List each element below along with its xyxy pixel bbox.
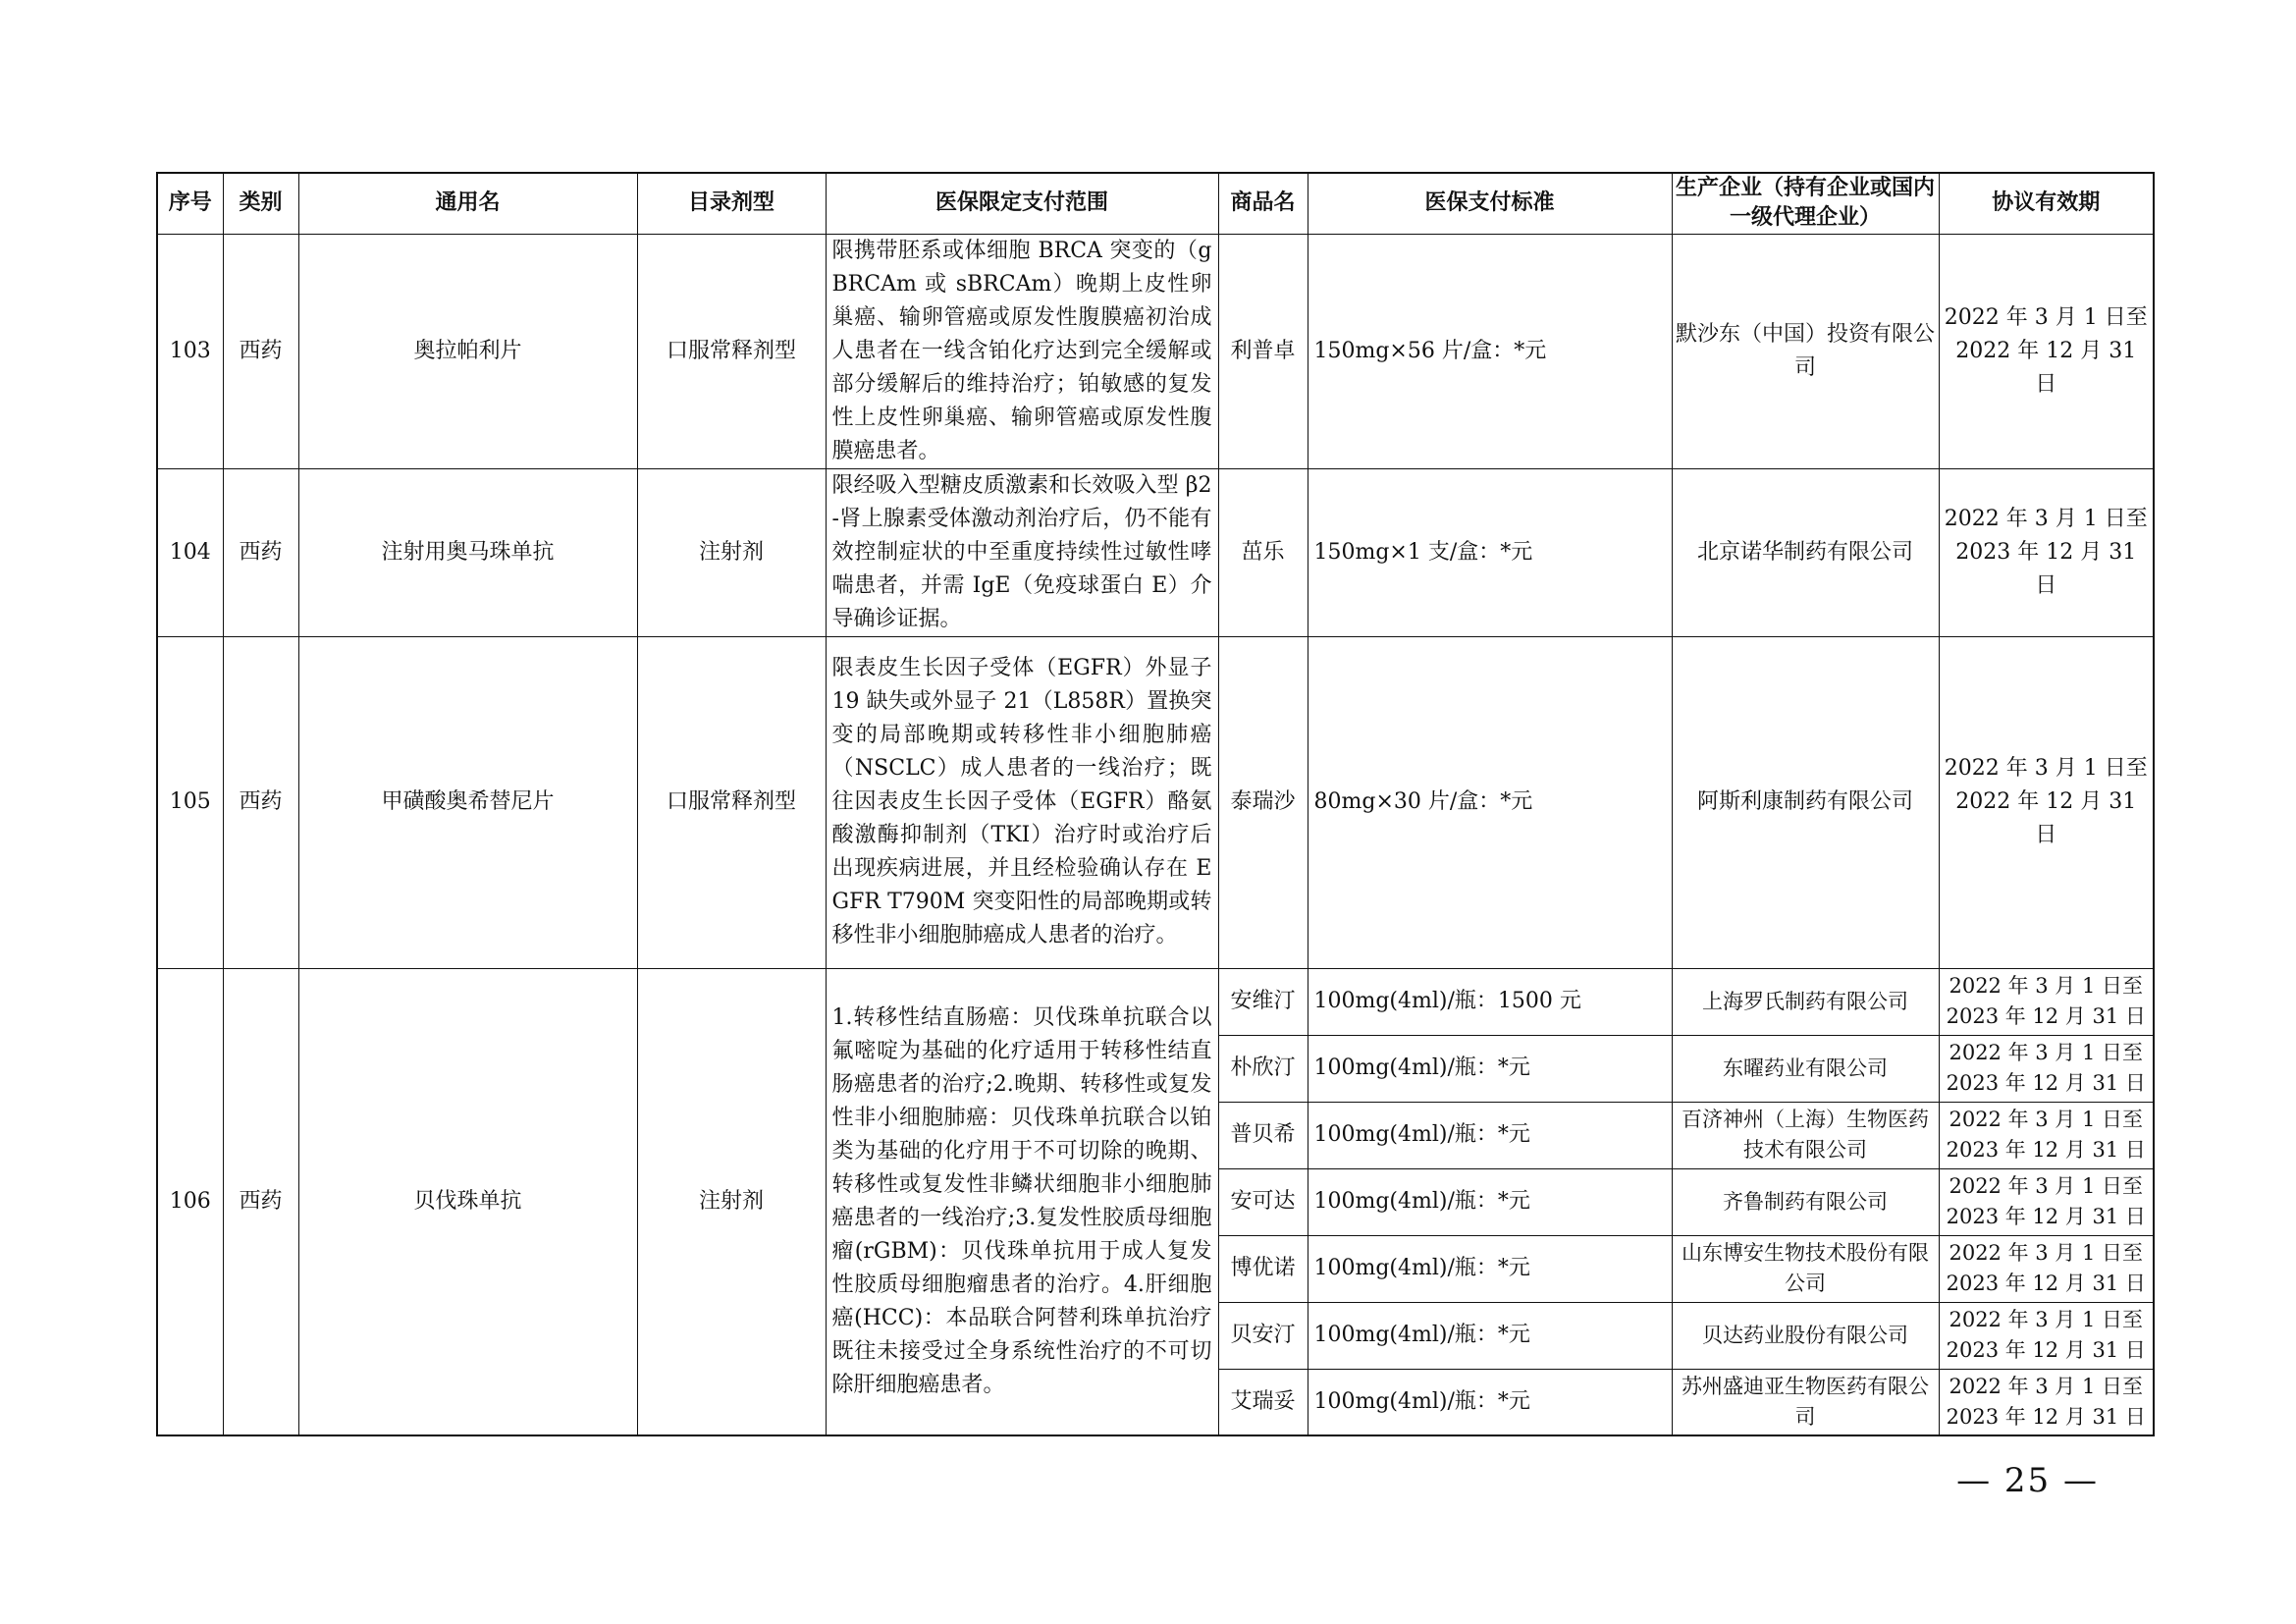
header-scope: 医保限定支付范围: [826, 173, 1218, 234]
row-price: 100mg(4ml)/瓶：*元: [1308, 1302, 1672, 1369]
row-scope: 限携带胚系或体细胞 BRCA 突变的（gBRCAm 或 sBRCAm）晚期上皮性卵巢癌、输卵管癌或原发性腹膜癌初治成人患者在一线含铂化疗达到完全缓解或部分缓解后的维持治疗；铂敏感的复发性上皮性卵巢癌、输卵管癌或原发性腹膜癌患者。: [826, 234, 1218, 468]
row-company: 山东博安生物技术股份有限公司: [1672, 1235, 1939, 1302]
row-scope: 限表皮生长因子受体（EGFR）外显子 19 缺失或外显子 21（L858R）置换突变的局部晚期或转移性非小细胞肺癌（NSCLC）成人患者的一线治疗；既往因表皮生长因子受体（EGFR）酪氨酸激酶抑制剂（TKI）治疗时或治疗后出现疾病进展，并且经检验确认存在 EGFR T790M 突变阳性的局部晚期或转移性非小细胞肺癌成人患者的治疗。: [826, 636, 1218, 968]
row-validity: 2022 年 3 月 1 日至 2023 年 12 月 31 日: [1939, 1102, 2154, 1168]
row-dosage-form: 注射剂: [637, 468, 826, 636]
row-price: 80mg×30 片/盒：*元: [1308, 636, 1672, 968]
row-company: 默沙东（中国）投资有限公司: [1672, 234, 1939, 468]
row-price: 100mg(4ml)/瓶：*元: [1308, 1369, 1672, 1435]
page-number: — 25 —: [1956, 1461, 2099, 1500]
table-row: [157, 968, 2154, 1035]
row-scope: 限经吸入型糖皮质激素和长效吸入型 β2-肾上腺素受体激动剂治疗后，仍不能有效控制症状的中至重度持续性过敏性哮喘患者，并需 IgE（免疫球蛋白 E）介导确诊证据。: [826, 468, 1218, 636]
row-brand: 贝安汀: [1218, 1302, 1308, 1369]
row-brand: 茁乐: [1218, 468, 1308, 636]
row-price: 100mg(4ml)/瓶：*元: [1308, 1035, 1672, 1102]
row-generic-name: 奥拉帕利片: [298, 234, 637, 468]
row-price: 150mg×56 片/盒：*元: [1308, 234, 1672, 468]
row-price: 100mg(4ml)/瓶：*元: [1308, 1168, 1672, 1235]
row-company: 百济神州（上海）生物医药技术有限公司: [1672, 1102, 1939, 1168]
row-price: 150mg×1 支/盒：*元: [1308, 468, 1672, 636]
header-validity: 协议有效期: [1939, 173, 2154, 234]
row-validity: 2022 年 3 月 1 日至 2023 年 12 月 31 日: [1939, 1168, 2154, 1235]
row-price: 100mg(4ml)/瓶：1500 元: [1308, 968, 1672, 1035]
header-company: 生产企业（持有企业或国内一级代理企业）: [1672, 173, 1939, 234]
row-brand: 安可达: [1218, 1168, 1308, 1235]
header-no: 序号: [157, 173, 223, 234]
row-validity: 2022 年 3 月 1 日至 2023 年 12 月 31 日: [1939, 968, 2154, 1035]
row-company: 苏州盛迪亚生物医药有限公司: [1672, 1369, 1939, 1435]
row-validity: 2022 年 3 月 1 日至 2023 年 12 月 31 日: [1939, 1302, 2154, 1369]
row-generic-name: 甲磺酸奥希替尼片: [298, 636, 637, 968]
row-scope: 1.转移性结直肠癌：贝伐珠单抗联合以氟嘧啶为基础的化疗适用于转移性结直肠癌患者的治疗;2.晚期、转移性或复发性非小细胞肺癌：贝伐珠单抗联合以铂类为基础的化疗用于不可切除的晚期、转移性或复发性非鳞状细胞非小细胞肺癌患者的一线治疗;3.复发性胶质母细胞瘤(rGBM)：贝伐珠单抗用于成人复发性胶质母细胞瘤患者的治疗。4.肝细胞癌(HCC)：本品联合阿替利珠单抗治疗既往未接受过全身系统性治疗的不可切除肝细胞癌患者。: [826, 968, 1218, 1435]
table-row: [157, 234, 2154, 468]
row-brand: 安维汀: [1218, 968, 1308, 1035]
row-no: 106: [157, 968, 223, 1435]
row-brand: 艾瑞妥: [1218, 1369, 1308, 1435]
row-brand: 普贝希: [1218, 1102, 1308, 1168]
row-category: 西药: [223, 234, 298, 468]
row-no: 105: [157, 636, 223, 968]
row-brand: 利普卓: [1218, 234, 1308, 468]
row-generic-name: 贝伐珠单抗: [298, 968, 637, 1435]
header-category: 类别: [223, 173, 298, 234]
row-validity: 2022 年 3 月 1 日至 2022 年 12 月 31 日: [1939, 234, 2154, 468]
header-price: 医保支付标准: [1308, 173, 1672, 234]
row-validity: 2022 年 3 月 1 日至 2023 年 12 月 31 日: [1939, 1035, 2154, 1102]
row-validity: 2022 年 3 月 1 日至 2023 年 12 月 31 日: [1939, 468, 2154, 636]
row-category: 西药: [223, 468, 298, 636]
table-row: [157, 636, 2154, 968]
row-generic-name: 注射用奥马珠单抗: [298, 468, 637, 636]
header-row: [157, 173, 2154, 234]
row-dosage-form: 口服常释剂型: [637, 636, 826, 968]
table-row: [157, 468, 2154, 636]
row-price: 100mg(4ml)/瓶：*元: [1308, 1235, 1672, 1302]
row-company: 东曜药业有限公司: [1672, 1035, 1939, 1102]
row-dosage-form: 口服常释剂型: [637, 234, 826, 468]
row-company: 贝达药业股份有限公司: [1672, 1302, 1939, 1369]
row-no: 103: [157, 234, 223, 468]
drug-list-table: [156, 172, 2155, 1436]
row-brand: 朴欣汀: [1218, 1035, 1308, 1102]
row-company: 上海罗氏制药有限公司: [1672, 968, 1939, 1035]
row-validity: 2022 年 3 月 1 日至 2023 年 12 月 31 日: [1939, 1369, 2154, 1435]
row-no: 104: [157, 468, 223, 636]
row-company: 阿斯利康制药有限公司: [1672, 636, 1939, 968]
row-dosage-form: 注射剂: [637, 968, 826, 1435]
row-category: 西药: [223, 636, 298, 968]
row-category: 西药: [223, 968, 298, 1435]
header-generic-name: 通用名: [298, 173, 637, 234]
row-brand: 泰瑞沙: [1218, 636, 1308, 968]
row-company: 齐鲁制药有限公司: [1672, 1168, 1939, 1235]
row-price: 100mg(4ml)/瓶：*元: [1308, 1102, 1672, 1168]
header-dosage-form: 目录剂型: [637, 173, 826, 234]
row-validity: 2022 年 3 月 1 日至 2022 年 12 月 31 日: [1939, 636, 2154, 968]
row-brand: 博优诺: [1218, 1235, 1308, 1302]
row-validity: 2022 年 3 月 1 日至 2023 年 12 月 31 日: [1939, 1235, 2154, 1302]
header-brand: 商品名: [1218, 173, 1308, 234]
row-company: 北京诺华制药有限公司: [1672, 468, 1939, 636]
